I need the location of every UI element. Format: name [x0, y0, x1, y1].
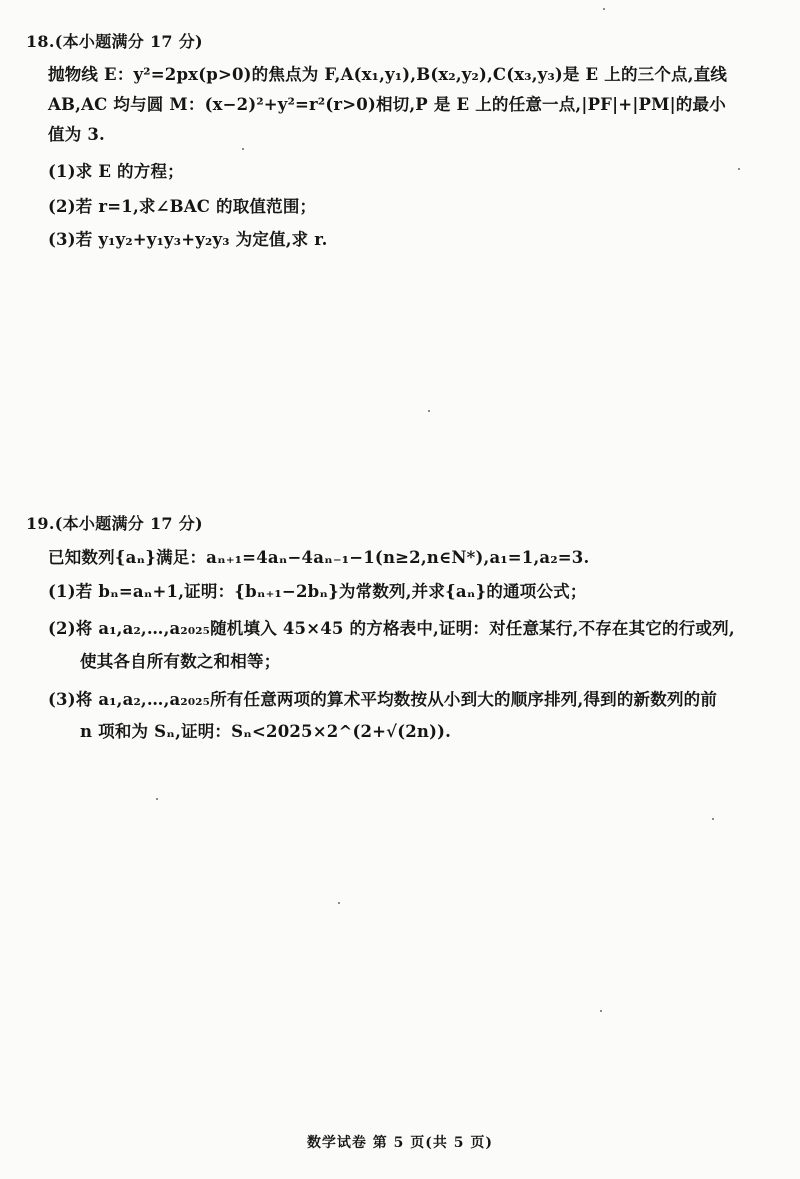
problem-19-part-1: (1)若 bₙ=aₙ+1,证明：{bₙ₊₁−2bₙ}为常数列,并求{aₙ}的通项公式； — [48, 582, 587, 601]
problem-19-part-3: (3)将 a₁,a₂,…,a₂₀₂₅所有任意两项的算术平均数按从小到大的顺序排列,得到的新数列的前 — [48, 690, 718, 709]
scan-speck — [600, 1010, 602, 1012]
scan-speck — [338, 902, 340, 904]
problem-18-line: 抛物线 E：y²=2px(p>0)的焦点为 F,A(x₁,y₁),B(x₂,y₂),C(x₃,y₃)是 E 上的三个点,直线 — [48, 65, 728, 84]
scan-speck — [738, 168, 740, 170]
problem-19-part-3-cont: n 项和为 Sₙ,证明：Sₙ<2025×2^(2+√(2n)). — [80, 722, 452, 741]
problem-18-part-3: (3)若 y₁y₂+y₁y₃+y₂y₃ 为定值,求 r. — [48, 230, 328, 249]
scan-speck — [428, 410, 430, 412]
page-footer: 数学试卷 第 5 页(共 5 页) — [306, 1135, 494, 1151]
problem-19-header: 19.(本小题满分 17 分) — [26, 514, 203, 533]
problem-18-header: 18.(本小题满分 17 分) — [26, 32, 203, 51]
problem-18-part-1: (1)求 E 的方程； — [48, 162, 184, 181]
scan-speck — [603, 8, 605, 10]
scan-speck — [712, 818, 714, 820]
problem-18-line: 值为 3. — [48, 125, 105, 144]
problem-18-line: AB,AC 均与圆 M：(x−2)²+y²=r²(r>0)相切,P 是 E 上的任意一点,|PF|+|PM|的最小 — [48, 95, 726, 114]
problem-18-part-2: (2)若 r=1,求∠BAC 的取值范围； — [48, 197, 317, 216]
scan-speck — [242, 148, 244, 150]
problem-19-part-2: (2)将 a₁,a₂,…,a₂₀₂₅随机填入 45×45 的方格表中,证明：对任意某行,不存在其它的行或列, — [48, 619, 735, 638]
problem-19-part-2-cont: 使其各自所有数之和相等； — [80, 652, 281, 671]
problem-19-line: 已知数列{aₙ}满足：aₙ₊₁=4aₙ−4aₙ₋₁−1(n≥2,n∈N*),a₁=1,a₂=3. — [48, 548, 590, 567]
scan-speck — [156, 798, 158, 800]
